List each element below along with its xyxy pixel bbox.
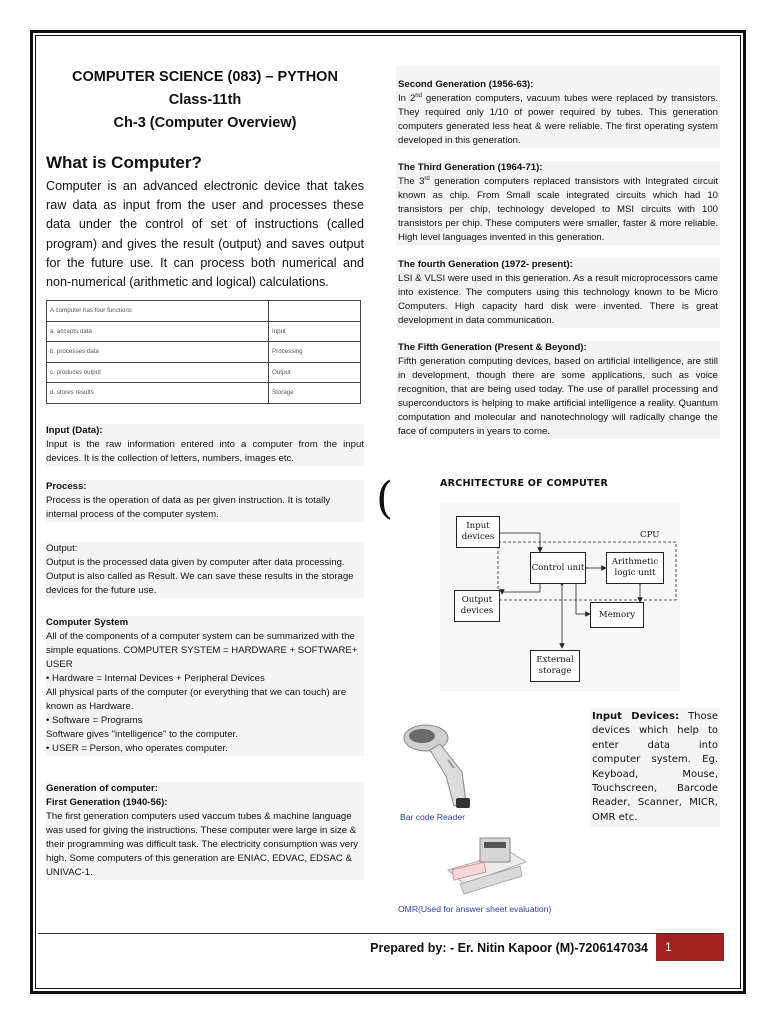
table-cell: a. accepts data (47, 321, 269, 342)
doc-title-subject: COMPUTER SCIENCE (083) – PYTHON (72, 69, 338, 85)
generation-section (46, 782, 364, 880)
control-unit-box: Control unit (530, 552, 586, 584)
functions-table (46, 300, 361, 404)
table-cell: Output (269, 362, 361, 383)
output-text: Output is the processed data given by computer after data processing. Output is also called as Result. We can save these results in the storage devices for the future use. (46, 556, 354, 596)
arrow-control-memory (576, 584, 590, 614)
superscript: rd (424, 175, 430, 182)
table-cell: d. stores results (47, 383, 269, 404)
input-heading: Input (Data): (46, 424, 103, 436)
table-cell: b. processes data (47, 342, 269, 363)
process-section (46, 480, 364, 522)
omr-machine-image (440, 826, 534, 900)
input-devices-box: Input devices (456, 516, 500, 548)
architecture-title: ARCHITECTURE OF COMPUTER (440, 478, 609, 489)
process-text: Process is the operation of data as per given instruction. It is totally internal process of the computer system. (46, 494, 331, 520)
page-number: 1 (656, 934, 724, 961)
computer-system-line: • Software = Programs (46, 714, 143, 726)
first-generation-heading: First Generation (1940-56): (46, 796, 168, 808)
table-row (47, 321, 361, 342)
text-span: generation computers, vacuum tubes were replaced by transistors. They required only 1/10 of power required by tubes. This generation computers generated less heat & were reliable. The first operating system developed in this generation. (398, 93, 718, 146)
table-cell: Storage (269, 383, 361, 404)
output-section (46, 542, 364, 598)
generation-heading: Generation of computer: (46, 782, 158, 794)
output-heading: Output: (46, 542, 78, 554)
computer-system-line: • Hardware = Internal Devices + Peripheral Devices (46, 672, 265, 684)
table-cell: c. produces output (47, 362, 269, 383)
fourth-generation-heading: The fourth Generation (1972- present): (398, 259, 573, 270)
table-row (47, 301, 361, 322)
arrow-input-control (500, 533, 540, 552)
arrow-control-output (502, 584, 540, 594)
third-generation-text (398, 175, 718, 245)
computer-system-heading: Computer System (46, 616, 129, 628)
alu-box: Arithmetic logic unit (606, 552, 664, 584)
input-devices-text (590, 708, 720, 827)
third-generation-heading: The Third Generation (1964-71): (398, 162, 543, 173)
text-span: generation computers replaced transistors with Integrated circuit known as chip. From Small scale integrated circuits which had 10 transistors per chip, technology developed to MSI circuits with 100 transistors per chip. These computers were smaller, faster & more reliable. High level languages invented in this generation. (398, 176, 718, 243)
output-devices-box: Output devices (454, 590, 500, 622)
table-cell: Input (269, 321, 361, 342)
barcode-caption: Bar code Reader (400, 812, 465, 822)
fifth-generation-section (396, 341, 720, 439)
omr-caption: OMR(Used for answer sheet evaluation) (398, 904, 552, 914)
second-generation-text (398, 92, 718, 148)
fourth-generation-text: LSI & VLSI were used in this generation. As a result microprocessors came into existence. The computers using this technology known to be Micro Computers. High capacity hard disk were invented. There is great development in data communication. (398, 273, 718, 326)
input-section (46, 424, 364, 466)
superscript: nd (415, 92, 422, 99)
computer-system-line: All of the components of a computer system can be summarized with the simple equations. COMPUTER SYSTEM = HARDWARE + SOFTWARE+ USER (46, 630, 358, 670)
table-row (47, 362, 361, 383)
cpu-label: CPU (640, 530, 660, 540)
what-is-heading: What is Computer? (46, 153, 202, 172)
barcode-reader-image (400, 716, 482, 812)
table-cell (269, 301, 361, 322)
fifth-generation-text: Fifth generation computing devices, based on artificial intelligence, are still in development, though there are some applications, such as voice recognition, that are being used today. The use of parallel processing and superconductors is helping to make artificial intelligence a reality. Quantum computation and molecular and nanotechnology will radically change the face of computers in years to come. (398, 356, 718, 437)
process-heading: Process: (46, 480, 87, 492)
what-is-text: Computer is an advanced electronic device that takes raw data as input from the user and processes these data under the control of set of instructions (called program) and gives the result (output) and saves output for the future use. It can process both numerical and non-numerical (arithmetic and logical) calculations. (46, 179, 364, 290)
computer-system-line: • USER = Person, who operates computer. (46, 742, 228, 754)
fourth-generation-section (396, 258, 720, 328)
table-cell: A computer has four functions (47, 301, 269, 322)
doc-title-chapter: Ch-3 (Computer Overview) (113, 115, 297, 131)
first-generation-text: The first generation computers used vaccum tubes & machine language was used for giving the instructions. These computer were large in size & their programming was difficult task. The electricity consumption was very high. Some computers of this generation are ENIAC, EDVAC, EDSAC & UNIVAC-1. (46, 810, 359, 878)
footer-prepared-by: Prepared by: - Er. Nitin Kapoor (M)-7206147034 (370, 941, 648, 955)
table-row (47, 383, 361, 404)
computer-system-line: Software gives "intelligence" to the computer. (46, 728, 238, 740)
left-column (46, 66, 364, 880)
second-generation-heading: Second Generation (1956-63): (398, 79, 534, 90)
footer-divider (38, 933, 724, 934)
fifth-generation-heading: The Fifth Generation (Present & Beyond): (398, 342, 587, 353)
input-devices-body: Those devices which help to enter data into computer system. Eg. Keyboad, Mouse, Touchscreen, Barcode Reader, Scanner, MICR, OMR etc. (592, 711, 718, 823)
external-storage-box: External storage (530, 650, 580, 682)
doc-title-class: Class-11th (168, 92, 242, 108)
text-span: In 2 (398, 93, 416, 104)
computer-system-section (46, 616, 364, 756)
second-generation-section (396, 66, 720, 148)
memory-box: Memory (590, 602, 644, 628)
table-row (47, 342, 361, 363)
right-column (396, 66, 720, 452)
table-cell: Processing (269, 342, 361, 363)
architecture-diagram (440, 502, 680, 692)
third-generation-section (396, 161, 720, 245)
computer-system-line: All physical parts of the computer (or everything that we can touch) are known as Hardware. (46, 686, 347, 712)
input-text: Input is the raw information entered into a computer from the input devices. It is the collection of letters, numbers, images etc. (46, 438, 364, 464)
bracket-glyph: ( (376, 473, 394, 524)
text-span: The 3 (398, 176, 425, 187)
input-devices-heading: Input Devices: (592, 711, 679, 722)
